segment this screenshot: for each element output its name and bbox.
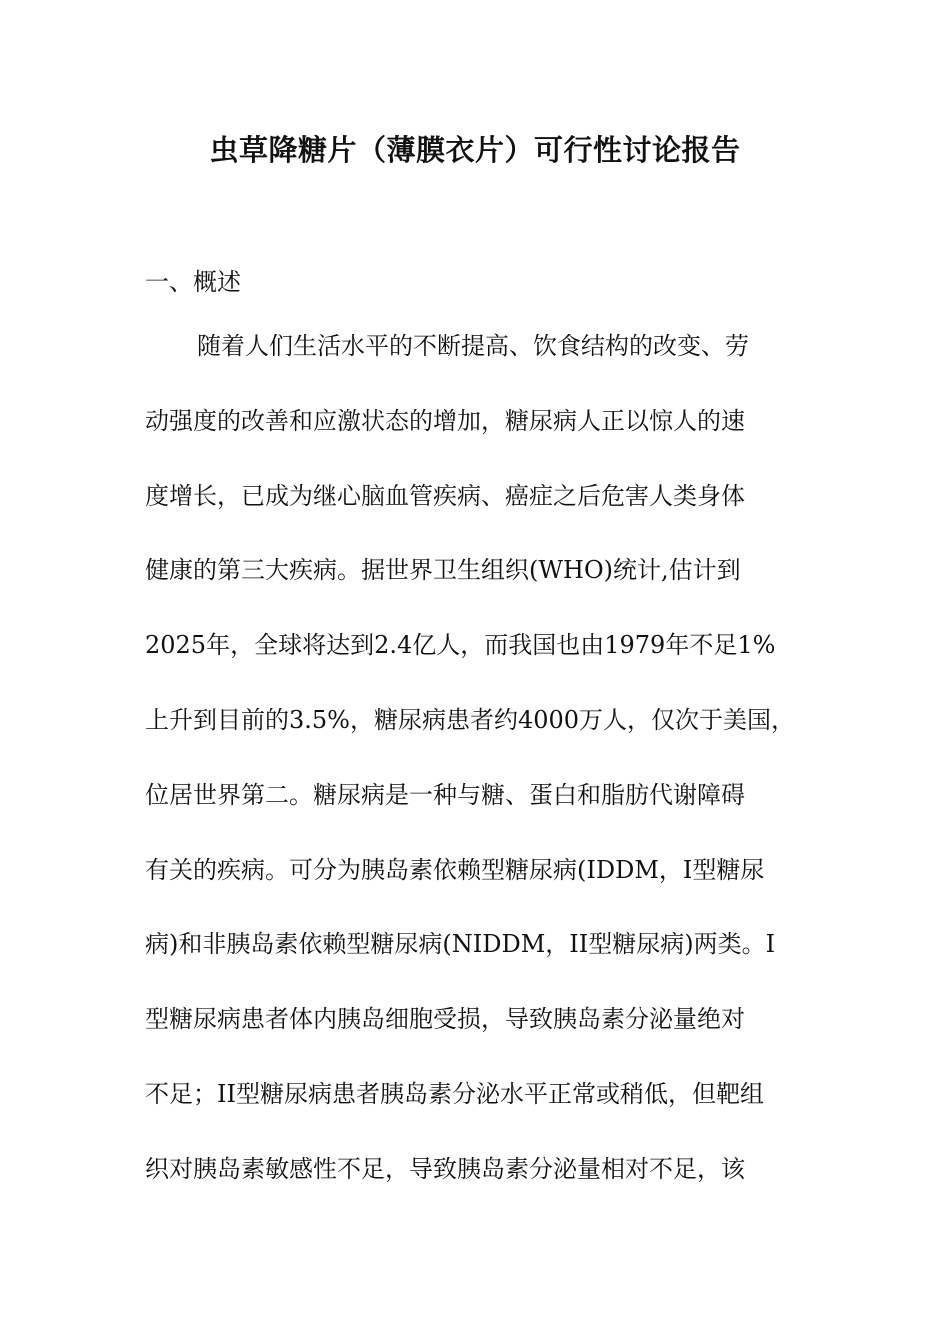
document-title: 虫草降糖片（薄膜衣片）可行性讨论报告 — [209, 133, 741, 167]
paragraph-line: 织对胰岛素敏感性不足，导致胰岛素分泌量相对不足，该 — [145, 1154, 745, 1183]
paragraph-line: 不足；II型糖尿病患者胰岛素分泌水平正常或稍低，但靶组 — [145, 1079, 764, 1108]
paragraph-line: 上升到目前的3.5%，糖尿病患者约4000万人，仅次于美国， — [145, 705, 796, 734]
paragraph-line: 健康的第三大疾病。据世界卫生组织(WHO)统计,估计到 — [145, 556, 741, 585]
paragraph-line: 度增长，已成为继心脑血管疾病、癌症之后危害人类身体 — [145, 481, 745, 510]
paragraph-line: 有关的疾病。可分为胰岛素依赖型糖尿病(IDDM，I型糖尿 — [145, 855, 765, 884]
section-heading: 一、概述 — [145, 268, 241, 296]
paragraph-line: 型糖尿病患者体内胰岛细胞受损，导致胰岛素分泌量绝对 — [145, 1005, 745, 1034]
body-paragraph — [145, 326, 835, 1224]
paragraph-line: 位居世界第二。糖尿病是一种与糖、蛋白和脂肪代谢障碍 — [145, 780, 745, 809]
paragraph-line: 动强度的改善和应激状态的增加，糖尿病人正以惊人的速 — [145, 406, 745, 435]
paragraph-line: 随着人们生活水平的不断提高、饮食结构的改变、劳 — [197, 332, 749, 360]
paragraph-line: 2025年，全球将达到2.4亿人，而我国也由1979年不足1% — [145, 631, 776, 660]
paragraph-line: 病)和非胰岛素依赖型糖尿病(NIDDM，II型糖尿病)两类。I — [145, 930, 776, 959]
